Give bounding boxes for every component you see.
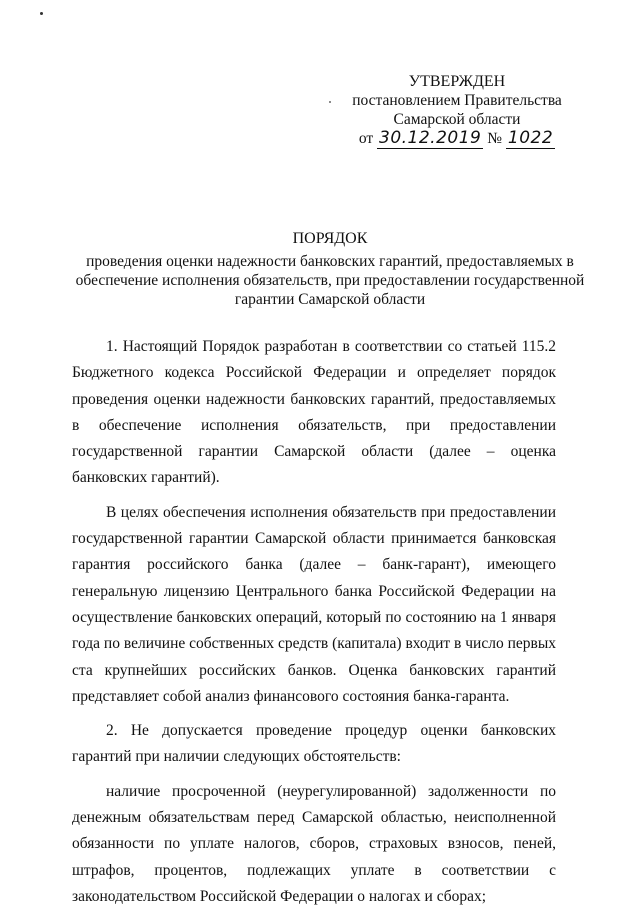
title-subtitle: проведения оценки надежности банковских гарантий, предоставляемых в обеспечение исполнения обязательств, при предоставлении государственной гарантии Самарской области [75,253,585,308]
handwritten-number: 1022 [507,128,554,148]
approved-label: УТВЕРЖДЕН [408,73,506,90]
paragraph: В целях обеспечения исполнения обязательств при предоставлении государственной гарантии Самарской области принимается банковская гарантия российского банка (далее – банк-гарант), имеющего генеральную лицензию Центрального банка Российской Федерации на осуществление банковских операций, который по состоянию на 1 января года по величине собственных средств (капитала) входит в число первых ста крупнейших российских банков. Оценка банковских гарантий представляет собой анализ финансового состояния банка-гаранта. [72,503,556,705]
paragraph: наличие просроченной (неурегулированной) задолженности по денежным обязательствам перед Самарской областью, неисполненной обязанности по уплате налогов, сборов, страховых взносов, пеней, штрафов, процентов, подлежащих уплате в соответствии с законодательством Российской Федерации о налогах и сборах; [72,782,556,905]
title-heading: ПОРЯДОК [292,230,368,247]
approval-stamp [346,72,568,148]
approval-line-2: Самарской области [393,111,521,128]
scan-speck [329,101,331,103]
scan-speck [40,12,43,15]
handwritten-date: 30.12.2019 [379,128,482,148]
paragraph: 2. Не допускается проведение процедур оценки банковских гарантий при наличии следующих обстоятельств: [72,722,556,766]
document-title [60,229,600,309]
approval-date-number [346,129,568,148]
from-label: от [358,130,374,147]
paragraph: 1. Настоящий Порядок разработан в соответствии со статьей 115.2 Бюджетного кодекса Российской Федерации и определяет порядок проведения оценки надежности банковских гарантий, предоставляемых в обеспечение исполнения обязательств, при предоставлении государственной гарантии Самарской области (далее – оценка банковских гарантий). [72,338,556,487]
number-label: № [487,130,503,147]
approval-line-1: постановлением Правительства [352,92,562,109]
document-body [72,334,556,918]
